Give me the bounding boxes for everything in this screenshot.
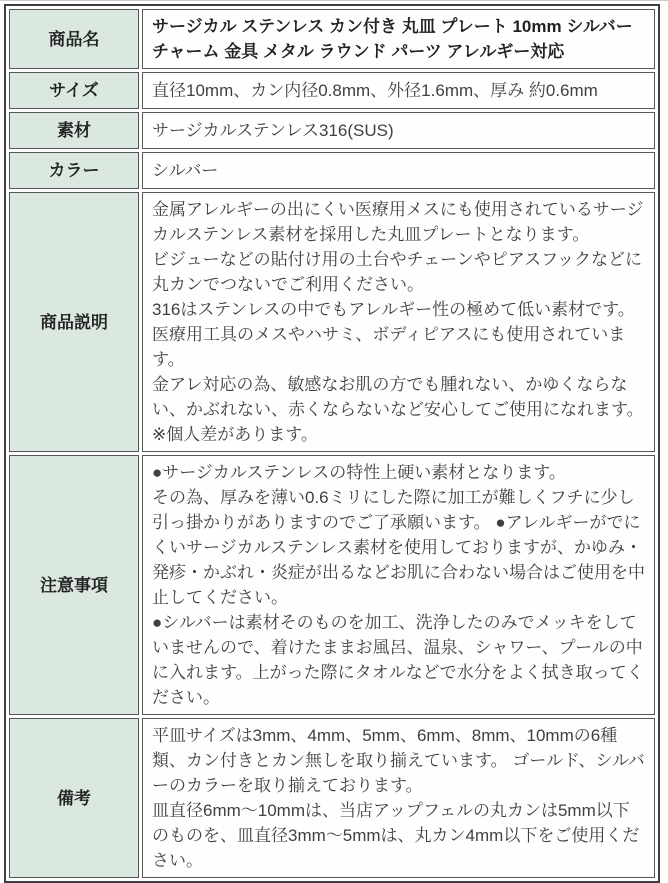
paragraph: ●シルバーは素材そのものを加工、洗浄したのみでメッキをしていませんので、着けたままお風呂、温泉、シャワー、プールの中に入れます。上がった際にタオルなどで水分をよく拭き取ってください。	[152, 613, 644, 707]
spec-label-remarks: 備考	[9, 718, 139, 878]
spec-label-size: サイズ	[9, 72, 139, 109]
spec-value-remarks	[142, 718, 655, 878]
spec-row-remarks	[9, 718, 655, 878]
paragraph: その為、厚みを薄い0.6ミリにした際に加工が難しくフチに少し引っ掛かりがありますのでご了承願います。 ●アレルギーがでにくいサージカルステンレス素材を使用しておりますが、かゆみ・発疹・かぶれ・炎症が出るなどお肌に合わない場合はご使用を中止してください。	[152, 488, 645, 607]
spec-value-product-name: サージカル ステンレス カン付き 丸皿 プレート 10mm シルバー チャーム 金具 メタル ラウンド パーツ アレルギー対応	[142, 9, 655, 69]
paragraph: 皿直径6mm～10mmは、当店アップフェルの丸カンは5mm以下のものを、皿直径3mm～5mmは、丸カン4mm以下をご使用ください。	[152, 801, 640, 870]
spec-row-cautions	[9, 455, 655, 715]
paragraph: 金属アレルギーの出にくい医療用メスにも使用されているサージカルステンレス素材を採用した丸皿プレートとなります。	[152, 200, 644, 244]
paragraph: ビジューなどの貼付け用の土台やチェーンやピアスフックなどに丸カンでつないでご利用ください。	[152, 250, 642, 294]
spec-row-color	[9, 152, 655, 189]
spec-label-color: カラー	[9, 152, 139, 189]
product-spec-table	[4, 4, 660, 883]
spec-row-material	[9, 112, 655, 149]
spec-row-product-name	[9, 9, 655, 69]
paragraph: ●サージカルステンレスの特性上硬い素材となります。	[152, 463, 566, 482]
spec-label-material: 素材	[9, 112, 139, 149]
spec-row-size	[9, 72, 655, 109]
paragraph: 平皿サイズは3mm、4mm、5mm、6mm、8mm、10mmの6種類、カン付きとカン無しを取り揃えています。 ゴールド、シルバーのカラーを取り揃えております。	[152, 726, 645, 795]
spec-value-description	[142, 192, 655, 452]
spec-row-description	[9, 192, 655, 452]
spec-value-color: シルバー	[142, 152, 655, 189]
spec-value-size: 直径10mm、カン内径0.8mm、外径1.6mm、厚み 約0.6mm	[142, 72, 655, 109]
paragraph: 金アレ対応の為、敏感なお肌の方でも腫れない、かゆくならない、かぶれない、赤くならないなど安心してご使用になれます。※個人差があります。	[152, 375, 644, 444]
spec-label-description: 商品説明	[9, 192, 139, 452]
spec-value-material: サージカルステンレス316(SUS)	[142, 112, 655, 149]
spec-value-cautions	[142, 455, 655, 715]
spec-label-cautions: 注意事項	[9, 455, 139, 715]
spec-table-container	[0, 1, 668, 883]
spec-label-product-name: 商品名	[9, 9, 139, 69]
paragraph: 316はステンレスの中でもアレルギー性の極めて低い素材です。医療用工具のメスやハサミ、ボディピアスにも使用されています。	[152, 300, 635, 369]
